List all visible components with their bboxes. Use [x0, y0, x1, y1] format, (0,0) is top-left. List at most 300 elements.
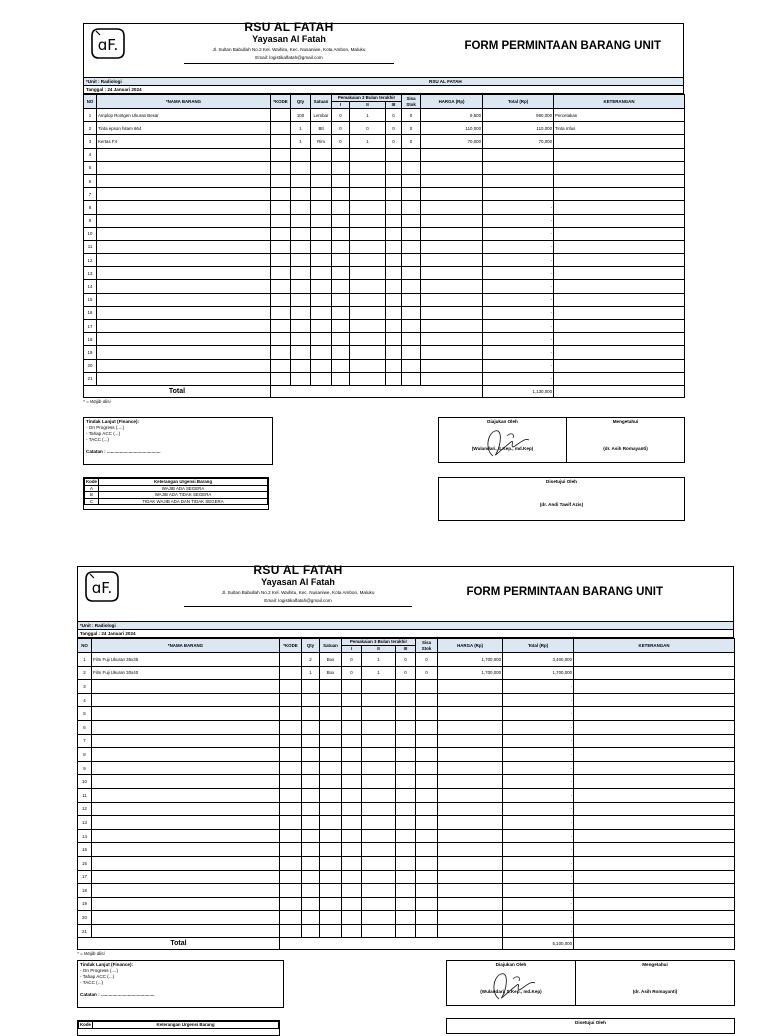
cell-harga	[421, 280, 483, 293]
cell-nama	[92, 734, 280, 748]
cell-total: -	[503, 748, 574, 762]
cell-sisa: 0	[416, 666, 438, 680]
cell-ket	[554, 161, 685, 174]
cell-total: 70,000	[483, 135, 554, 148]
cell-p1	[332, 227, 350, 240]
cell-no: 7	[78, 734, 92, 748]
cell-total: -	[483, 333, 554, 346]
cell-sisa	[416, 843, 438, 857]
cell-nama	[97, 214, 271, 227]
mengetahui-column	[575, 961, 734, 1005]
cell-ket	[554, 174, 685, 187]
cell-p1	[332, 267, 350, 280]
cell-total: -	[483, 306, 554, 319]
cell-p1	[342, 856, 362, 870]
cell-satuan	[320, 761, 342, 775]
cell-nama: Tinta epson hitam 664	[97, 122, 271, 135]
finance-line: - Tahap ACC (...)	[86, 431, 121, 436]
cell-total: -	[503, 761, 574, 775]
cell-harga	[421, 293, 483, 306]
table-row	[84, 372, 685, 385]
cell-p1: 0	[332, 135, 350, 148]
cell-kode	[271, 372, 291, 385]
cell-sisa	[402, 320, 421, 333]
urgency-box	[77, 1020, 280, 1036]
cell-p3	[386, 201, 402, 214]
cell-qty	[302, 924, 320, 938]
cell-nama	[92, 870, 280, 884]
urgency-head-kode: Kode	[86, 479, 97, 485]
cell-harga	[438, 802, 503, 816]
cell-ket	[574, 897, 735, 911]
cell-p1	[342, 884, 362, 898]
finance-line: - On Progress (....)	[80, 968, 119, 973]
cell-nama	[92, 924, 280, 938]
cell-satuan	[311, 267, 332, 280]
cell-p3	[386, 306, 402, 319]
form-header	[83, 20, 684, 78]
cell-satuan: Box	[320, 666, 342, 680]
cell-qty	[291, 293, 311, 306]
cell-kode	[280, 693, 302, 707]
cell-p1	[342, 707, 362, 721]
cell-kode	[271, 293, 291, 306]
cell-ket	[574, 734, 735, 748]
cell-p1	[342, 734, 362, 748]
cell-nama	[92, 693, 280, 707]
cell-satuan	[320, 816, 342, 830]
cell-sisa	[416, 884, 438, 898]
cell-no: 9	[84, 214, 97, 227]
org-email: Email: logistikalfatah@gmail.com	[264, 598, 332, 603]
cell-harga	[438, 720, 503, 734]
cell-qty	[302, 911, 320, 925]
table-row	[84, 122, 685, 135]
mengetahui-name: (dr. Asih Romayanti)	[632, 989, 678, 994]
cell-p3	[396, 816, 416, 830]
cell-p2	[350, 161, 386, 174]
cell-satuan	[320, 680, 342, 694]
cell-p2	[350, 201, 386, 214]
cell-p2	[350, 174, 386, 187]
cell-sisa	[402, 188, 421, 201]
cell-sisa	[416, 829, 438, 843]
diajukan-column	[447, 961, 575, 1005]
unit-row	[84, 78, 683, 86]
cell-total: -	[483, 240, 554, 253]
cell-p2: 1	[362, 666, 396, 680]
table-row	[84, 280, 685, 293]
cell-no: 5	[78, 707, 92, 721]
col-pemakaian: Pemakaian 3 Bulan terakhir	[332, 95, 402, 102]
cell-harga: 9,500	[421, 109, 483, 122]
cell-no: 2	[84, 122, 97, 135]
cell-no: 21	[78, 924, 92, 938]
cell-satuan	[311, 346, 332, 359]
date-field: Tanggal : 24 Januari 2024	[86, 87, 142, 92]
cell-no: 13	[78, 816, 92, 830]
date-row	[84, 86, 683, 93]
cell-kode	[271, 240, 291, 253]
mengetahui-name: (dr. Asih Romayanti)	[603, 446, 648, 451]
cell-total: -	[503, 720, 574, 734]
disetujui-title: Disetujui Oleh	[546, 479, 577, 484]
urgency-table	[78, 1021, 279, 1029]
cell-satuan	[311, 359, 332, 372]
cell-sisa	[402, 306, 421, 319]
cell-p2	[350, 320, 386, 333]
table-row	[78, 924, 735, 938]
table-row	[84, 240, 685, 253]
cell-kode	[271, 135, 291, 148]
cell-satuan: Lembar	[311, 109, 332, 122]
cell-sisa	[402, 161, 421, 174]
cell-total: -	[503, 911, 574, 925]
cell-total: -	[503, 856, 574, 870]
cell-ket	[574, 911, 735, 925]
col-qty: Qty	[291, 95, 311, 109]
catatan-field: Catatan : ..........................................	[86, 449, 161, 454]
cell-harga	[421, 240, 483, 253]
cell-p3	[386, 214, 402, 227]
urgency-head-kode: Kode	[80, 1022, 91, 1028]
header-divider	[184, 606, 412, 607]
cell-satuan	[311, 148, 332, 161]
cell-p1: 0	[342, 666, 362, 680]
cell-sisa	[416, 693, 438, 707]
cell-ket	[554, 240, 685, 253]
cell-sisa: 0	[402, 122, 421, 135]
cell-total: -	[503, 788, 574, 802]
cell-p3	[386, 280, 402, 293]
col-p3: III	[396, 646, 416, 653]
cell-p3: 0	[386, 122, 402, 135]
cell-p2	[350, 333, 386, 346]
cell-harga	[421, 306, 483, 319]
cell-kode	[280, 816, 302, 830]
table-row	[84, 346, 685, 359]
date-row	[78, 630, 733, 637]
cell-qty	[291, 346, 311, 359]
cell-p3: 0	[386, 109, 402, 122]
cell-ket	[574, 816, 735, 830]
cell-p3	[396, 788, 416, 802]
cell-sisa	[402, 267, 421, 280]
cell-no: 15	[78, 843, 92, 857]
cell-no: 13	[84, 267, 97, 280]
cell-total: -	[503, 843, 574, 857]
cell-sisa	[416, 897, 438, 911]
cell-p2	[362, 761, 396, 775]
cell-no: 19	[78, 897, 92, 911]
cell-nama	[97, 174, 271, 187]
cell-sisa	[416, 680, 438, 694]
cell-harga	[421, 214, 483, 227]
col-kode: *KODE	[271, 95, 291, 109]
cell-satuan	[311, 201, 332, 214]
cell-p3	[396, 748, 416, 762]
cell-ket	[554, 359, 685, 372]
total-row	[84, 385, 685, 397]
urgency-table	[84, 478, 268, 505]
cell-no: 18	[78, 884, 92, 898]
cell-qty	[291, 333, 311, 346]
cell-no: 9	[78, 761, 92, 775]
cell-harga	[421, 201, 483, 214]
cell-sisa	[402, 254, 421, 267]
mandatory-note: * = Wajib diisi	[83, 398, 111, 404]
organization-block	[178, 564, 418, 607]
cell-p1	[342, 829, 362, 843]
cell-p3	[396, 775, 416, 789]
cell-nama	[92, 856, 280, 870]
cell-qty	[302, 884, 320, 898]
cell-total	[483, 148, 554, 161]
cell-nama	[97, 280, 271, 293]
cell-satuan	[320, 720, 342, 734]
cell-no: 20	[78, 911, 92, 925]
unit-field: *Unit : Radiologi	[86, 79, 122, 84]
cell-p1	[332, 372, 350, 385]
cell-ket	[554, 372, 685, 385]
items-body	[78, 653, 735, 938]
cell-kode	[280, 788, 302, 802]
cell-p1	[342, 693, 362, 707]
cell-p3	[386, 254, 402, 267]
cell-qty	[302, 693, 320, 707]
cell-no: 17	[78, 870, 92, 884]
cell-nama	[92, 884, 280, 898]
cell-no: 3	[78, 680, 92, 694]
cell-kode	[271, 201, 291, 214]
cell-nama	[97, 201, 271, 214]
col-p1: I	[342, 646, 362, 653]
org-address: Jl. Sultan Babullah No.2 Kel. Waihitu, Kec. Nusaniwe, Kota Ambon, Maluku	[221, 590, 375, 595]
table-row	[78, 653, 735, 667]
cell-ket	[574, 802, 735, 816]
cell-nama	[97, 306, 271, 319]
cell-no: 15	[84, 293, 97, 306]
cell-qty	[291, 201, 311, 214]
cell-total: -	[503, 802, 574, 816]
form-title: FORM PERMINTAAN BARANG UNIT	[466, 586, 663, 598]
cell-satuan: Rim	[311, 135, 332, 148]
cell-no: 6	[84, 174, 97, 187]
cell-total: -	[503, 680, 574, 694]
cell-qty	[291, 359, 311, 372]
cell-total: -	[503, 897, 574, 911]
cell-sisa	[416, 720, 438, 734]
cell-kode	[280, 748, 302, 762]
cell-p1	[342, 924, 362, 938]
unit-center-text: RSU AL FATAH	[429, 79, 462, 84]
col-p1: I	[332, 102, 350, 109]
cell-total: -	[483, 267, 554, 280]
cell-sisa	[416, 734, 438, 748]
cell-qty	[302, 748, 320, 762]
cell-kode	[280, 761, 302, 775]
cell-no: 16	[84, 306, 97, 319]
cell-qty	[302, 897, 320, 911]
col-no: NO	[84, 95, 97, 109]
table-row	[78, 802, 735, 816]
cell-harga	[421, 254, 483, 267]
col-qty: Qty	[302, 639, 320, 653]
cell-p1	[332, 174, 350, 187]
cell-harga	[421, 267, 483, 280]
cell-satuan	[320, 856, 342, 870]
cell-satuan	[311, 293, 332, 306]
cell-total: -	[483, 320, 554, 333]
cell-sisa	[416, 775, 438, 789]
cell-ket	[574, 829, 735, 843]
cell-no: 4	[84, 148, 97, 161]
cell-nama	[92, 816, 280, 830]
cell-satuan	[320, 829, 342, 843]
cell-nama	[97, 267, 271, 280]
cell-sisa	[402, 214, 421, 227]
cell-kode	[271, 280, 291, 293]
cell-total: -	[483, 346, 554, 359]
cell-p3	[386, 267, 402, 280]
cell-sisa	[416, 761, 438, 775]
cell-p3	[396, 856, 416, 870]
cell-sisa	[416, 748, 438, 762]
cell-p2	[362, 707, 396, 721]
cell-harga	[438, 897, 503, 911]
cell-nama	[97, 320, 271, 333]
table-row	[78, 870, 735, 884]
org-subtitle: Yayasan Al Fatah	[252, 34, 326, 44]
cell-total	[483, 174, 554, 187]
cell-no: 12	[78, 802, 92, 816]
cell-p1	[342, 680, 362, 694]
table-row	[78, 884, 735, 898]
cell-satuan	[320, 707, 342, 721]
cell-total: -	[503, 870, 574, 884]
cell-nama	[92, 897, 280, 911]
cell-kode	[271, 161, 291, 174]
cell-harga	[438, 843, 503, 857]
cell-qty	[291, 320, 311, 333]
form-meta	[77, 622, 734, 638]
table-row	[78, 693, 735, 707]
cell-p3	[386, 359, 402, 372]
cell-kode	[271, 320, 291, 333]
cell-kode	[280, 911, 302, 925]
cell-p1	[332, 359, 350, 372]
col-p3: III	[386, 102, 402, 109]
table-row	[78, 775, 735, 789]
svg-text:ɑF.: ɑF.	[97, 36, 119, 54]
cell-harga	[438, 856, 503, 870]
cell-p1	[342, 870, 362, 884]
cell-kode	[280, 653, 302, 667]
cell-p2	[362, 870, 396, 884]
cell-p2: 0	[350, 122, 386, 135]
cell-no: 7	[84, 188, 97, 201]
table-row	[78, 680, 735, 694]
finance-line: - On Progress (....)	[86, 425, 125, 430]
cell-no: 2	[78, 666, 92, 680]
cell-qty	[291, 174, 311, 187]
disetujui-title: Disetujui Oleh	[575, 1020, 606, 1025]
cell-sisa: 0	[416, 653, 438, 667]
cell-sisa: 0	[402, 135, 421, 148]
cell-p1: 0	[342, 653, 362, 667]
cell-nama	[97, 148, 271, 161]
cell-p1	[342, 843, 362, 857]
cell-nama: Film Fuji Ukuran 35x35	[92, 653, 280, 667]
form-header	[77, 563, 734, 622]
cell-harga	[438, 761, 503, 775]
signature-box	[446, 960, 735, 1006]
cell-no: 10	[78, 775, 92, 789]
cell-satuan: Btl	[311, 122, 332, 135]
col-p2: II	[362, 646, 396, 653]
items-table	[83, 94, 685, 398]
cell-qty	[302, 775, 320, 789]
mengetahui-title: Mengetahui	[642, 962, 668, 967]
cell-p3	[396, 720, 416, 734]
cell-p2	[362, 788, 396, 802]
cell-p1	[332, 306, 350, 319]
cell-ket	[574, 748, 735, 762]
cell-satuan	[320, 734, 342, 748]
cell-p2	[362, 924, 396, 938]
cell-p2	[350, 240, 386, 253]
cell-ket	[574, 788, 735, 802]
cell-ket	[574, 653, 735, 667]
cell-p2	[350, 306, 386, 319]
table-row	[78, 720, 735, 734]
cell-kode	[280, 870, 302, 884]
cell-sisa	[416, 816, 438, 830]
cell-qty	[302, 680, 320, 694]
cell-total: -	[483, 359, 554, 372]
cell-p1	[342, 802, 362, 816]
cell-kode	[271, 267, 291, 280]
cell-qty	[291, 188, 311, 201]
cell-p3	[396, 911, 416, 925]
cell-harga	[421, 359, 483, 372]
cell-satuan	[320, 924, 342, 938]
cell-no: 1	[84, 109, 97, 122]
cell-nama	[97, 333, 271, 346]
cell-ket: Tinta Infus	[554, 122, 685, 135]
cell-kode	[271, 174, 291, 187]
cell-ket	[574, 856, 735, 870]
items-body	[84, 109, 685, 386]
urgency-code: A	[85, 485, 99, 492]
cell-sisa	[402, 201, 421, 214]
cell-qty	[291, 306, 311, 319]
cell-satuan	[320, 870, 342, 884]
approval-box	[446, 1018, 735, 1034]
col-nama: *NAMA BARANG	[92, 639, 280, 653]
cell-p3	[396, 802, 416, 816]
cell-p3	[386, 161, 402, 174]
col-harga: HARGA (Rp)	[421, 95, 483, 109]
disetujui-name: (dr. Andi Tawif Azis)	[539, 502, 584, 507]
cell-p2: 1	[350, 109, 386, 122]
cell-qty: 100	[291, 109, 311, 122]
cell-no: 12	[84, 254, 97, 267]
cell-harga: 70,000	[421, 135, 483, 148]
cell-qty	[291, 280, 311, 293]
org-address: Jl. Sultan Babullah No.2 Kel. Waihitu, Kec. Nusaniwe, Kota Ambon, Maluku	[212, 47, 366, 52]
cell-harga	[421, 174, 483, 187]
